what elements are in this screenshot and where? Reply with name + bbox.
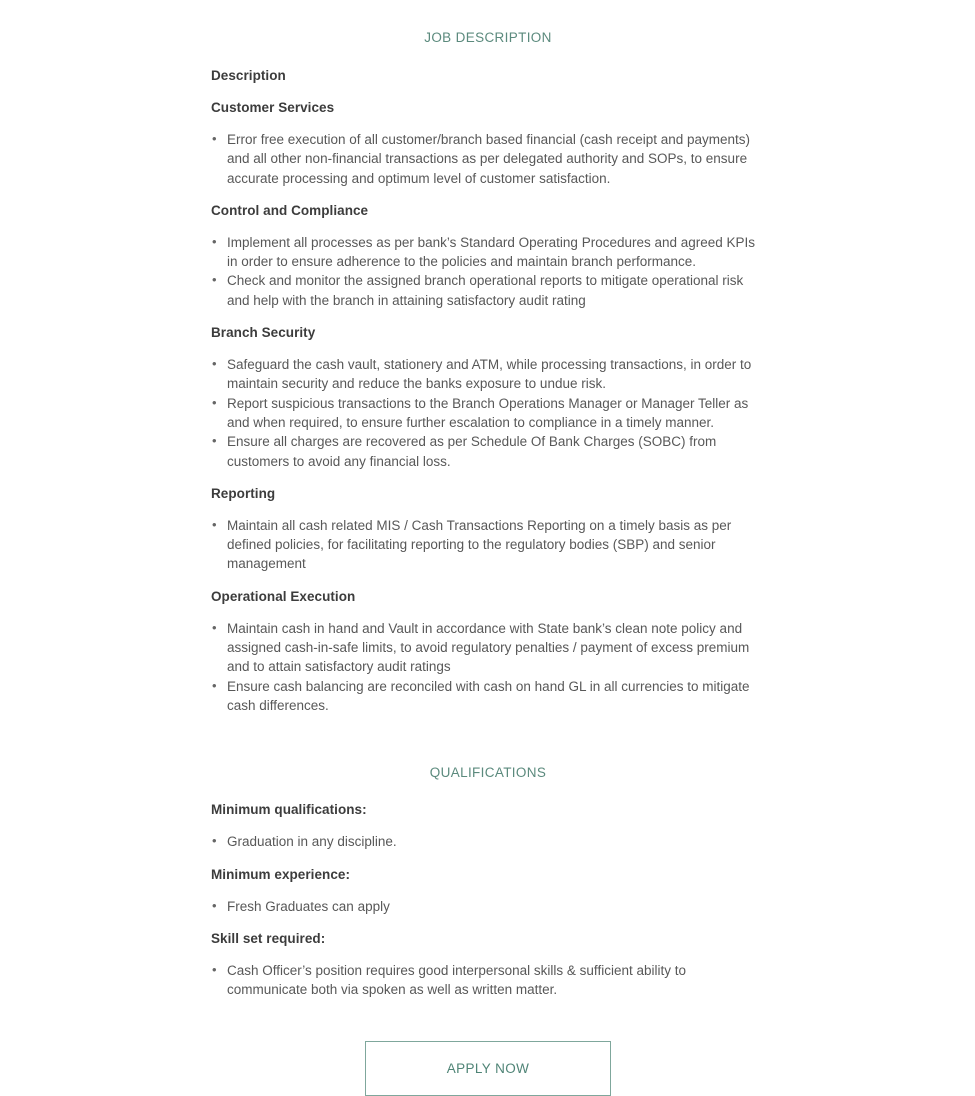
content-block xyxy=(211,801,765,851)
bullet-item: • Maintain cash in hand and Vault in accordance with State bank’s clean note policy and assigned cash-in-safe limits, to avoid regulatory penalties / payment of excess premium and to attain satisfactory audit ratings xyxy=(211,619,765,677)
block-heading: Description xyxy=(211,68,286,83)
bullet-list xyxy=(211,897,765,916)
bullet-list xyxy=(211,130,765,188)
block-heading: Minimum qualifications: xyxy=(211,802,367,818)
bullet-item: • Implement all processes as per bank’s Standard Operating Procedures and agreed KPIs in order to ensure adherence to the policies and maintain branch performance. xyxy=(211,233,765,272)
bullet-list xyxy=(211,233,765,310)
bullet-item: • Maintain all cash related MIS / Cash Transactions Reporting on a timely basis as per defined policies, for facilitating reporting to the regulatory bodies (SBP) and senior management xyxy=(211,516,765,574)
bullet-item: • Fresh Graduates can apply xyxy=(211,897,765,916)
bullet-item: • Graduation in any discipline. xyxy=(211,832,765,851)
content-block xyxy=(211,588,765,715)
block-heading: Operational Execution xyxy=(211,588,356,604)
block-heading: Minimum experience: xyxy=(211,866,350,882)
apply-now-button[interactable]: APPLY NOW xyxy=(365,1041,611,1096)
bullet-item: • Report suspicious transactions to the Branch Operations Manager or Manager Teller as and when required, to ensure further escalation to compliance in a timely manner. xyxy=(211,394,765,433)
content-block xyxy=(211,202,765,310)
bullet-item: • Safeguard the cash vault, stationery and ATM, while processing transactions, in order to maintain security and reduce the banks exposure to undue risk. xyxy=(211,355,765,394)
content-block xyxy=(211,930,765,1000)
block-heading: Skill set required: xyxy=(211,930,326,946)
bullet-list xyxy=(211,619,765,715)
content-block xyxy=(211,67,765,85)
bullet-item: • Ensure cash balancing are reconciled with cash on hand GL in all currencies to mitigate cash differences. xyxy=(211,677,765,716)
content-block xyxy=(211,324,765,471)
bullet-item: • Cash Officer’s position requires good interpersonal skills & sufficient ability to communicate both via spoken as well as written matter. xyxy=(211,961,765,1000)
bullet-item: • Error free execution of all customer/branch based financial (cash receipt and payments) and all other non-financial transactions as per delegated authority and SOPs, to ensure accurate processing and optimum level of customer satisfaction. xyxy=(211,130,765,188)
bullet-list xyxy=(211,355,765,471)
block-heading: Customer Services xyxy=(211,100,335,115)
qualifications-blocks xyxy=(211,801,765,999)
bullet-item: • Ensure all charges are recovered as per Schedule Of Bank Charges (SOBC) from customers to avoid any financial loss. xyxy=(211,432,765,471)
block-heading: Reporting xyxy=(211,485,276,501)
bullet-list xyxy=(211,832,765,851)
apply-button-container xyxy=(211,1041,765,1096)
bullet-list xyxy=(211,961,765,1000)
bullet-list xyxy=(211,516,765,574)
bullet-item: • Check and monitor the assigned branch operational reports to mitigate operational risk and help with the branch in attaining satisfactory audit rating xyxy=(211,271,765,310)
block-heading: Branch Security xyxy=(211,325,316,341)
block-heading: Control and Compliance xyxy=(211,202,369,218)
section-title-qualifications: QUALIFICATIONS xyxy=(429,765,547,781)
content-block xyxy=(211,485,765,574)
job-description-blocks xyxy=(211,67,765,715)
section-title-job-description: JOB DESCRIPTION xyxy=(424,30,552,45)
content-block xyxy=(211,866,765,916)
content-block xyxy=(211,99,765,188)
